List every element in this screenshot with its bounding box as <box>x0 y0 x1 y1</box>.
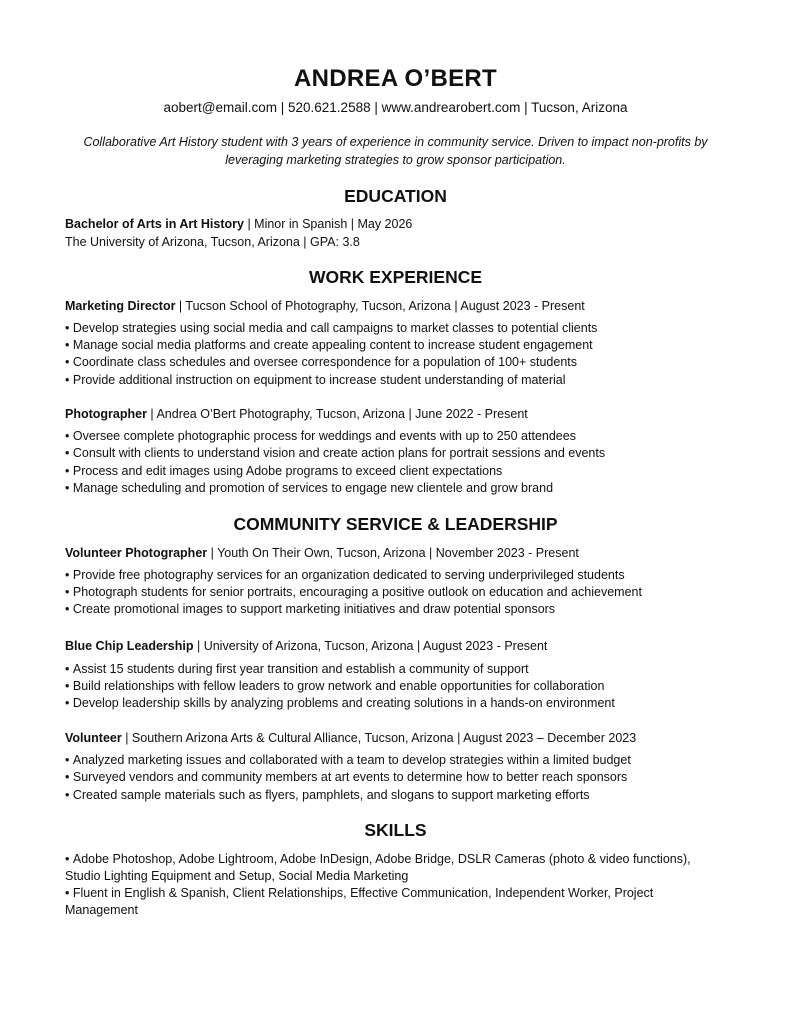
school-line: The University of Arizona, Tucson, Arizona | GPA: 3.8 <box>65 235 360 249</box>
role-title: Volunteer <box>65 731 122 745</box>
list-item: • Photograph students for senior portraits, encouraging a positive outlook on education and achievement <box>65 584 745 601</box>
skills-item: • Adobe Photoshop, Adobe Lightroom, Adobe InDesign, Adobe Bridge, DSLR Cameras (photo & video functions), Studio Lighting Equipment and Setup, Social Media Marketing <box>65 851 725 885</box>
list-item: • Process and edit images using Adobe programs to exceed client expectations <box>65 463 745 480</box>
work-heading: WORK EXPERIENCE <box>308 267 483 287</box>
role-header <box>65 545 745 562</box>
job-header <box>65 406 745 423</box>
role-details: | Youth On Their Own, Tucson, Arizona | November 2023 - Present <box>207 546 579 560</box>
job-details: | Andrea O’Bert Photography, Tucson, Arizona | June 2022 - Present <box>146 407 528 421</box>
education-heading: EDUCATION <box>344 186 447 206</box>
degree-line <box>65 216 745 233</box>
list-item: • Manage social media platforms and create appealing content to increase student engagement <box>65 337 745 354</box>
contact-line: aobert@email.com | 520.621.2588 | www.andrearobert.com | Tucson, Arizona <box>163 100 628 115</box>
list-item: • Provide free photography services for an organization dedicated to serving underprivileged students <box>65 567 745 584</box>
job-title: Photographer <box>65 407 147 421</box>
list-item: • Develop strategies using social media and call campaigns to market classes to potential clients <box>65 320 745 337</box>
summary: Collaborative Art History student with 3 years of experience in community service. Driven to impact non-profits by leveraging marketing strategies to grow sponsor participation. <box>83 135 708 167</box>
role-details: | Southern Arizona Arts & Cultural Alliance, Tucson, Arizona | August 2023 – December 2023 <box>121 731 637 745</box>
degree-title: Bachelor of Arts in Art History <box>65 217 244 231</box>
list-item: • Created sample materials such as flyers, pamphlets, and slogans to support marketing efforts <box>65 787 745 804</box>
resume-name: ANDREA O’BERT <box>293 65 497 92</box>
skills-heading: SKILLS <box>364 820 427 840</box>
list-item: • Develop leadership skills by analyzing problems and creating solutions in a hands-on environment <box>65 695 745 712</box>
role-details: | University of Arizona, Tucson, Arizona | August 2023 - Present <box>193 639 548 653</box>
skills-item: • Fluent in English & Spanish, Client Relationships, Effective Communication, Independent Worker, Project Management <box>65 885 725 919</box>
degree-details: | Minor in Spanish | May 2026 <box>243 217 413 231</box>
role-header <box>65 730 745 747</box>
list-item: • Manage scheduling and promotion of services to engage new clientele and grow brand <box>65 480 745 497</box>
community-heading: COMMUNITY SERVICE & LEADERSHIP <box>233 514 558 534</box>
list-item: • Analyzed marketing issues and collaborated with a team to develop strategies within a limited budget <box>65 752 745 769</box>
list-item: • Surveyed vendors and community members at art events to determine how to better reach sponsors <box>65 769 745 786</box>
list-item: • Build relationships with fellow leaders to grow network and enable opportunities for collaboration <box>65 678 745 695</box>
job-details: | Tucson School of Photography, Tucson, Arizona | August 2023 - Present <box>175 299 585 313</box>
job-header <box>65 298 745 315</box>
list-item: • Create promotional images to support marketing initiatives and draw potential sponsors <box>65 601 745 618</box>
role-header <box>65 638 745 655</box>
job-title: Marketing Director <box>65 299 176 313</box>
list-item: • Assist 15 students during first year transition and establish a community of support <box>65 661 745 678</box>
role-title: Volunteer Photographer <box>65 546 208 560</box>
list-item: • Coordinate class schedules and oversee correspondence for a population of 100+ students <box>65 354 745 371</box>
list-item: • Consult with clients to understand vision and create action plans for portrait sessions and events <box>65 445 745 462</box>
list-item: • Oversee complete photographic process for weddings and events with up to 250 attendees <box>65 428 745 445</box>
list-item: • Provide additional instruction on equipment to increase student understanding of material <box>65 372 745 389</box>
role-title: Blue Chip Leadership <box>65 639 194 653</box>
